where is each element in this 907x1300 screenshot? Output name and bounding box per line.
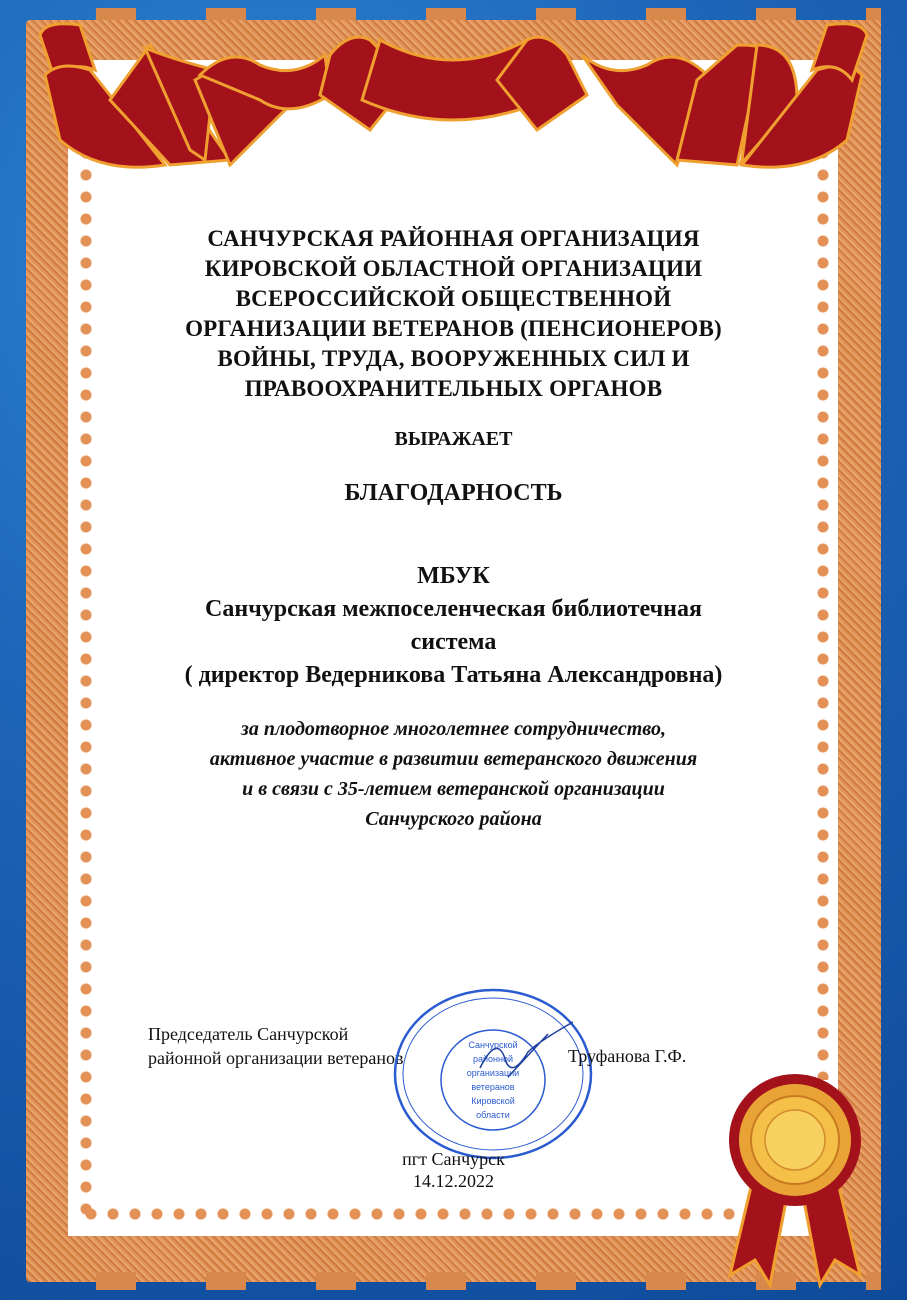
reason-line: Санчурского района xyxy=(365,808,542,830)
svg-text:области: области xyxy=(476,1110,510,1120)
place-label: пгт Санчурск xyxy=(402,1149,505,1169)
signatory-title-line: Председатель Санчурской xyxy=(148,1024,349,1044)
svg-text:районной: районной xyxy=(472,1054,514,1064)
heading-line: ОРГАНИЗАЦИИ ВЕТЕРАНОВ (ПЕНСИОНЕРОВ) xyxy=(185,316,722,341)
reason-block xyxy=(0,714,907,834)
organization-heading xyxy=(0,224,907,404)
recipient-line: Санчурская межпоселенческая библиотечная xyxy=(205,596,702,622)
recipient-line: система xyxy=(410,629,497,655)
date-label: 14.12.2022 xyxy=(413,1171,494,1191)
heading-line: САНЧУРСКАЯ РАЙОННАЯ ОРГАНИЗАЦИЯ xyxy=(207,226,700,251)
recipient-line: МБУК xyxy=(417,563,490,589)
bead-border-bottom xyxy=(80,1208,760,1220)
reason-line: активное участие в развитии ветеранского движения xyxy=(209,748,698,770)
medal-rosette-icon xyxy=(720,1060,870,1290)
signatory-title-line: районной организации ветеранов xyxy=(148,1048,404,1068)
svg-text:ветеранов: ветеранов xyxy=(471,1082,515,1092)
svg-text:Кировской: Кировской xyxy=(471,1096,515,1106)
heading-line: ВСЕРОССИЙСКОЙ ОБЩЕСТВЕННОЙ xyxy=(235,286,672,311)
heading-line: КИРОВСКОЙ ОБЛАСТНОЙ ОРГАНИЗАЦИИ xyxy=(204,256,703,281)
signatory-name: Труфанова Г.Ф. xyxy=(568,1046,687,1066)
reason-line: и в связи с 35-летием ветеранской организации xyxy=(242,778,665,800)
ribbon-decoration-icon xyxy=(0,0,907,200)
heading-line: ВОЙНЫ, ТРУДА, ВООРУЖЕННЫХ СИЛ И xyxy=(217,346,690,371)
heading-line: ПРАВООХРАНИТЕЛЬНЫХ ОРГАНОВ xyxy=(244,376,663,401)
signatory-title xyxy=(148,1022,404,1070)
reason-line: за плодотворное многолетнее сотрудничество, xyxy=(241,718,666,740)
official-stamp-icon xyxy=(388,982,598,1172)
recipient-block xyxy=(0,560,907,692)
certificate-title: БЛАГОДАРНОСТЬ xyxy=(344,480,563,506)
svg-text:организации: организации xyxy=(466,1068,520,1078)
recipient-line: ( директор Ведерникова Татьяна Александровна) xyxy=(184,662,723,688)
expresses-label: ВЫРАЖАЕТ xyxy=(394,428,513,450)
stamp-line: Санчурской xyxy=(468,1040,518,1050)
